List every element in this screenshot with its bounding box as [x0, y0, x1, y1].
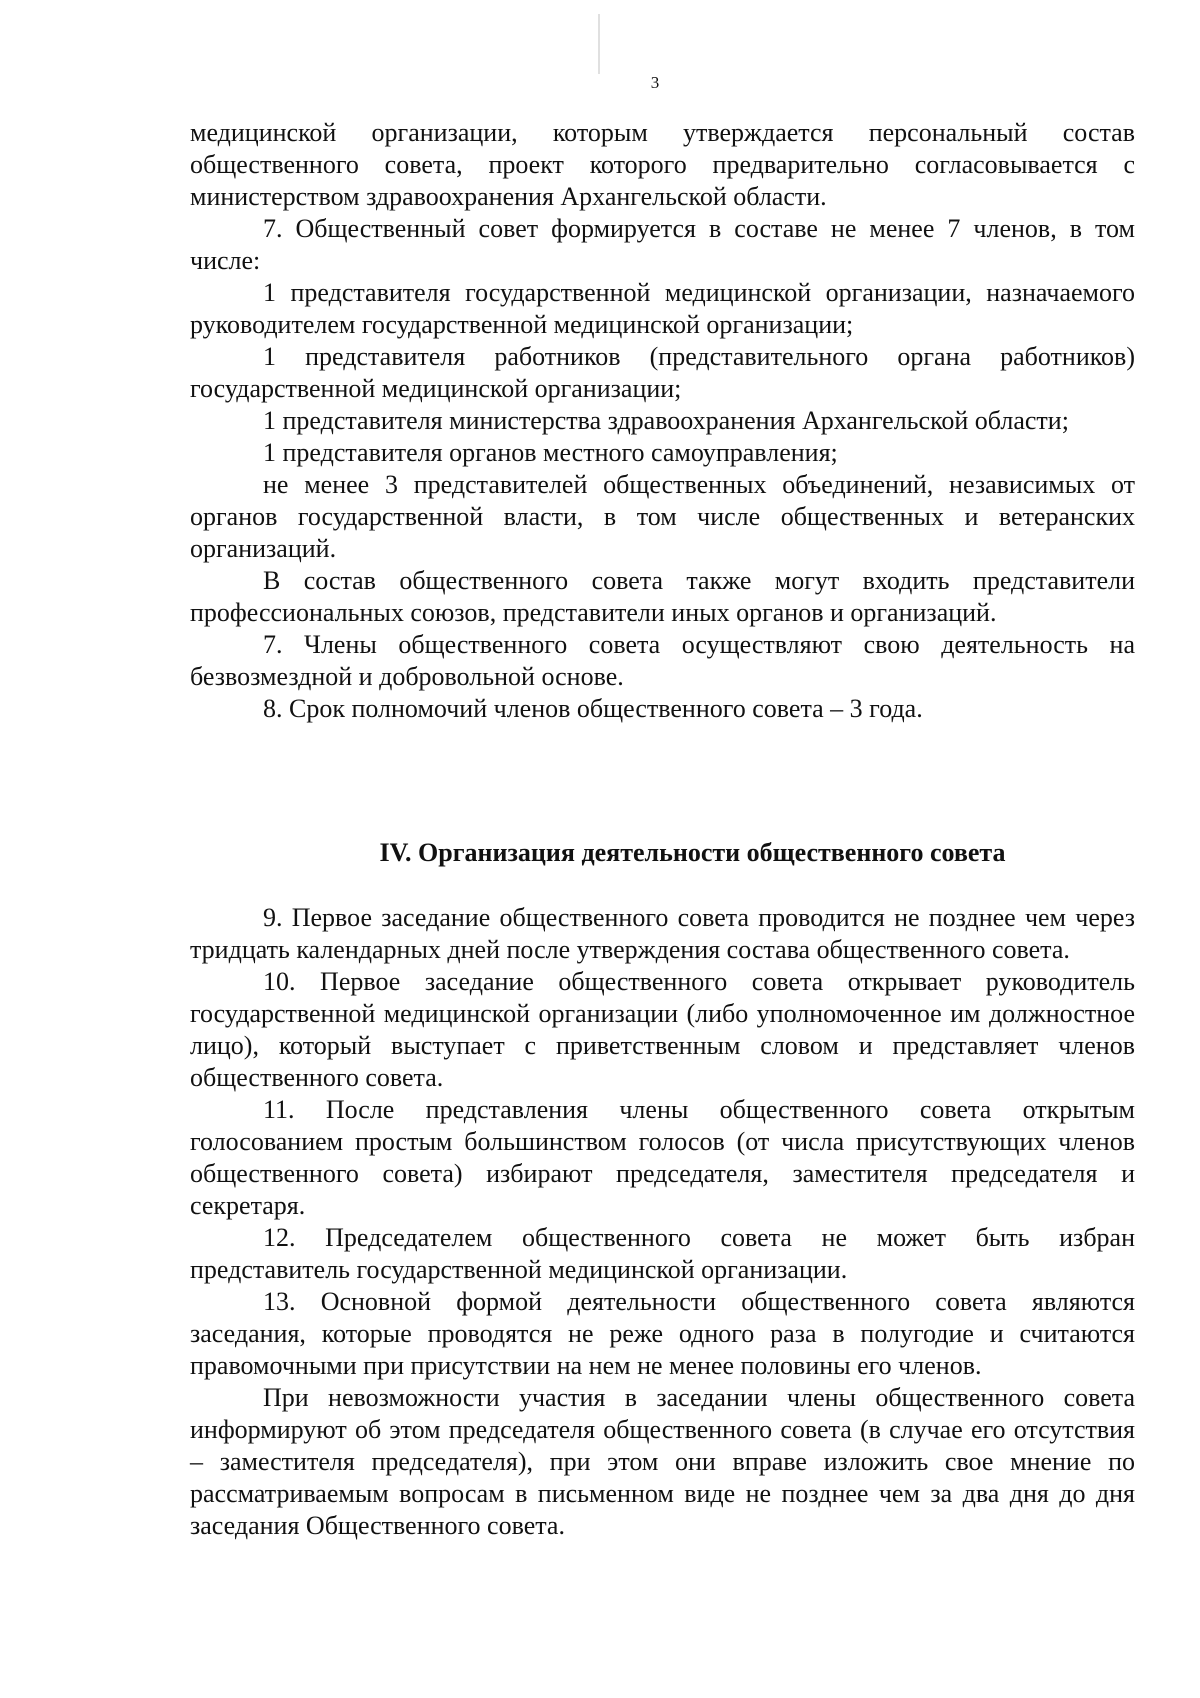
section-heading: IV. Организация деятельности общественного совета — [379, 838, 1006, 867]
paragraph-item-9: 9. Первое заседание общественного совета проводится не позднее чем через тридцать календарных дней после утверждения состава общественного совета. — [190, 903, 1135, 964]
paragraph-item-10: 10. Первое заседание общественного совета открывает руководитель государственной медицинской организации (либо уполномоченное им должностное лицо), который выступает с приветственным словом и представляет членов общественного совета. — [190, 967, 1135, 1092]
paragraph-item-13: 13. Основной формой деятельности общественного совета являются заседания, которые проводятся не реже одного раза в полугодие и считаются правомочными при присутствии на нем не менее половины его членов. — [190, 1287, 1135, 1380]
list-item: 1 представителя государственной медицинской организации, назначаемого руководителем государственной медицинской организации; — [190, 278, 1135, 339]
section-4-body — [190, 903, 1135, 1542]
list-item: 1 представителя органов местного самоуправления; — [263, 438, 838, 467]
paragraph-item-12: 12. Председателем общественного совета не может быть избран представитель государственной медицинской организации. — [190, 1223, 1135, 1284]
paragraph-item-7b: 7. Члены общественного совета осуществляют свою деятельность на безвозмездной и добровольной основе. — [190, 630, 1135, 691]
paragraph-item-7: 7. Общественный совет формируется в составе не менее 7 членов, в том числе: — [190, 214, 1135, 275]
scan-artifact — [598, 14, 600, 74]
page-number: 3 — [650, 73, 660, 92]
paragraph-item-11: 11. После представления члены общественного совета открытым голосованием простым большинством голосов (от числа присутствующих членов общественного совета) избирают председателя, заместителя председателя и секретаря. — [190, 1095, 1135, 1220]
paragraph: При невозможности участия в заседании члены общественного совета информируют об этом председателя общественного совета (в случае его отсутствия – заместителя председателя), при этом они вправе изложить свое мнение по рассматриваемым вопросам в письменном виде не позднее чем за два дня до дня заседания Общественного совета. — [190, 1383, 1135, 1540]
paragraph-item-8: 8. Срок полномочий членов общественного совета – 3 года. — [263, 694, 923, 723]
list-item: 1 представителя министерства здравоохранения Архангельской области; — [263, 406, 1069, 435]
section-3-continuation — [190, 117, 1135, 725]
list-item: 1 представителя работников (представительного органа работников) государственной медицинской организации; — [190, 342, 1135, 403]
paragraph: В состав общественного совета также могут входить представители профессиональных союзов, представители иных органов и организаций. — [190, 566, 1135, 627]
list-item: не менее 3 представителей общественных объединений, независимых от органов государственной власти, в том числе общественных и ветеранских организаций. — [190, 470, 1135, 563]
paragraph: медицинской организации, которым утверждается персональный состав общественного совета, проект которого предварительно согласовывается с министерством здравоохранения Архангельской области. — [190, 118, 1135, 211]
